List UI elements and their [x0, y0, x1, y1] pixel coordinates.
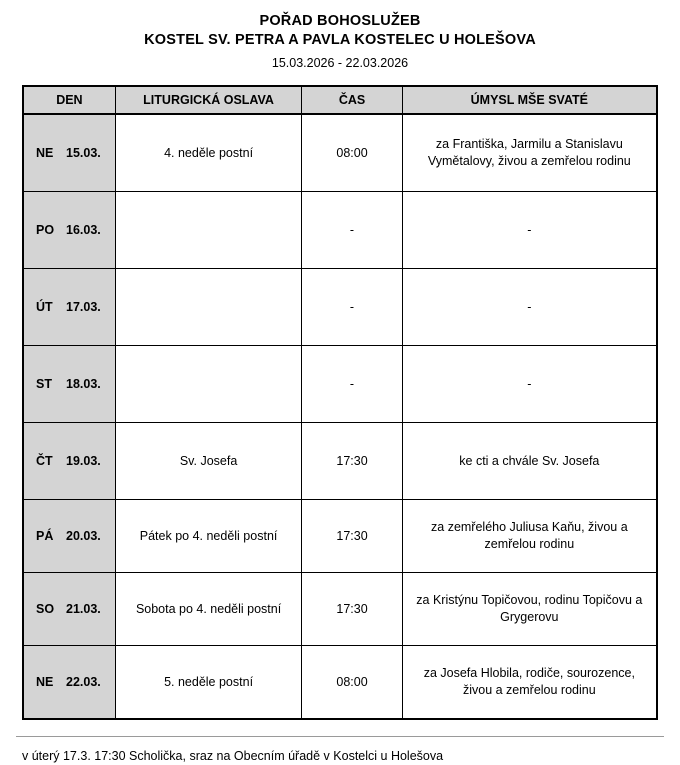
- row-time-cell: 17:30: [302, 423, 402, 500]
- date-range: 15.03.2026 - 22.03.2026: [271, 56, 409, 70]
- page-title-line-1: POŘAD BOHOSLUŽEB: [259, 13, 421, 29]
- row-time-cell: 08:00: [302, 646, 402, 720]
- row-day-of-week: PÁ: [36, 529, 54, 543]
- row-liturgy-cell: 4. neděle postní: [115, 114, 302, 192]
- row-liturgy-cell: [115, 346, 302, 423]
- row-time-cell: 08:00: [302, 114, 402, 192]
- row-day-cell: [23, 423, 115, 500]
- table-body: [23, 114, 657, 719]
- table-header: [23, 86, 657, 114]
- row-liturgy-cell: [115, 192, 302, 269]
- table-row: [23, 192, 657, 269]
- schedule-table: [22, 85, 658, 720]
- row-intent-cell: za zemřelého Juliusa Kaňu, živou a zemřelou rodinu: [402, 500, 657, 573]
- table-header-row: [23, 86, 657, 114]
- footer-section: [16, 736, 664, 765]
- row-liturgy-cell: Sobota po 4. neděli postní: [115, 573, 302, 646]
- column-header-intent: ÚMYSL MŠE SVATÉ: [402, 86, 657, 114]
- row-intent-cell: -: [402, 346, 657, 423]
- table-row: [23, 269, 657, 346]
- row-liturgy-cell: Sv. Josefa: [115, 423, 302, 500]
- row-day-of-week: NE: [36, 675, 54, 689]
- row-intent-cell: -: [402, 269, 657, 346]
- row-time-cell: -: [302, 269, 402, 346]
- row-day-cell: [23, 573, 115, 646]
- row-liturgy-cell: Pátek po 4. neděli postní: [115, 500, 302, 573]
- table-row: [23, 573, 657, 646]
- row-intent-cell: -: [402, 192, 657, 269]
- table-row: [23, 646, 657, 720]
- row-time-cell: 17:30: [302, 573, 402, 646]
- row-day-cell: [23, 346, 115, 423]
- row-day-cell: [23, 192, 115, 269]
- row-liturgy-cell: 5. neděle postní: [115, 646, 302, 720]
- row-date: 18.03.: [66, 377, 101, 391]
- column-header-day: DEN: [23, 86, 115, 114]
- row-date: 22.03.: [66, 675, 101, 689]
- row-day-cell: [23, 500, 115, 573]
- row-date: 20.03.: [66, 529, 101, 543]
- row-date: 17.03.: [66, 300, 101, 314]
- row-day-of-week: ÚT: [36, 300, 53, 314]
- page-title-line-2: KOSTEL SV. PETRA A PAVLA KOSTELEC U HOLEŠOVA: [144, 32, 536, 48]
- row-day-cell: [23, 646, 115, 720]
- table-row: [23, 114, 657, 192]
- row-day-of-week: PO: [36, 223, 55, 237]
- row-date: 16.03.: [66, 223, 101, 237]
- table-row: [23, 423, 657, 500]
- footer-note: v úterý 17.3. 17:30 Scholička, sraz na Obecním úřadě v Kostelci u Holešova: [22, 749, 444, 763]
- document-header: [0, 0, 680, 73]
- row-intent-cell: za Josefa Hlobila, rodiče, sourozence, živou a zemřelou rodinu: [402, 646, 657, 720]
- table-row: [23, 346, 657, 423]
- row-time-cell: -: [302, 192, 402, 269]
- row-liturgy-cell: [115, 269, 302, 346]
- row-day-of-week: ČT: [36, 454, 53, 468]
- row-time-cell: -: [302, 346, 402, 423]
- row-day-of-week: NE: [36, 146, 54, 160]
- row-date: 19.03.: [66, 454, 101, 468]
- column-header-liturgy: LITURGICKÁ OSLAVA: [115, 86, 302, 114]
- row-intent-cell: za Kristýnu Topičovou, rodinu Topičovu a Grygerovu: [402, 573, 657, 646]
- table-row: [23, 500, 657, 573]
- row-date: 21.03.: [66, 602, 101, 616]
- row-intent-cell: ke cti a chvále Sv. Josefa: [402, 423, 657, 500]
- row-day-cell: [23, 269, 115, 346]
- column-header-time: ČAS: [302, 86, 402, 114]
- row-day-cell: [23, 114, 115, 192]
- row-day-of-week: SO: [36, 602, 55, 616]
- schedule-table-wrapper: [22, 85, 658, 720]
- row-date: 15.03.: [66, 146, 101, 160]
- row-intent-cell: za Františka, Jarmilu a Stanislavu Vymětalovy, živou a zemřelou rodinu: [402, 114, 657, 192]
- row-time-cell: 17:30: [302, 500, 402, 573]
- row-day-of-week: ST: [36, 377, 52, 391]
